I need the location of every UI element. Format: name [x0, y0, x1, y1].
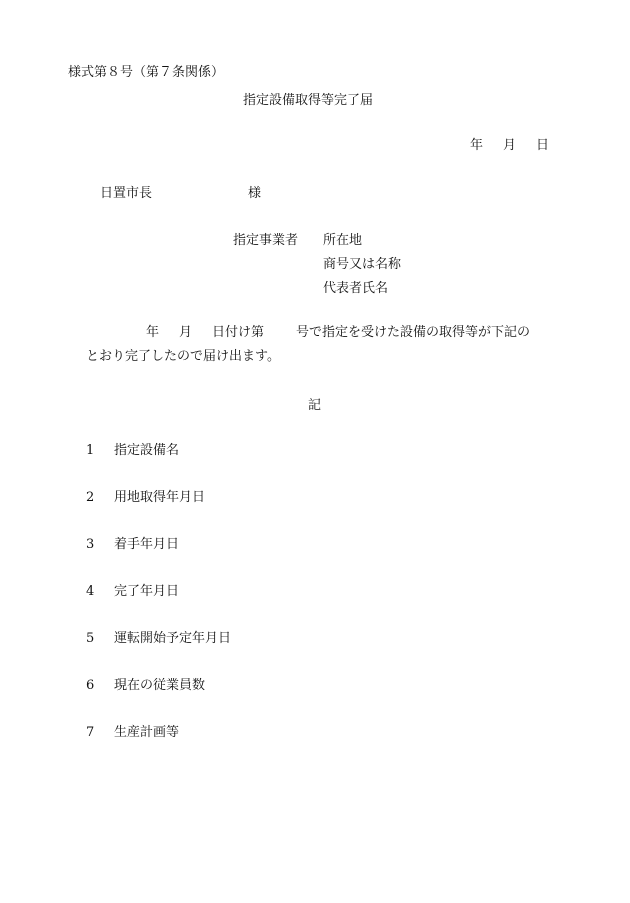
body-year-label: 年: [146, 325, 160, 340]
document-title: 指定設備取得等完了届: [243, 93, 374, 108]
form-number: 様式第８号（第７条関係）: [68, 65, 225, 80]
addressee-honorific: 様: [248, 186, 262, 201]
notifier-representative-label: 代表者氏名: [323, 281, 389, 296]
list-item: [86, 726, 179, 739]
list-item: [86, 444, 179, 457]
addressee-name: 日置市長: [100, 186, 153, 201]
body-text-rest: 号で指定を受けた設備の取得等が下記の: [296, 325, 531, 340]
body-day-label: 日付け第: [212, 325, 265, 340]
list-item: [86, 585, 179, 598]
item-label: 指定設備名: [114, 443, 180, 458]
item-number: 5: [86, 631, 95, 646]
item-label: 現在の従業員数: [114, 678, 206, 693]
item-number: 1: [86, 443, 95, 458]
body-text-line-2: とおり完了したので届け出ます。: [86, 349, 280, 364]
item-label: 着手年月日: [114, 537, 180, 552]
body-month-label: 月: [179, 325, 193, 340]
list-item: [86, 491, 205, 504]
item-label: 生産計画等: [114, 725, 180, 740]
date-line: [470, 139, 549, 152]
item-number: 2: [86, 490, 95, 505]
item-label: 完了年月日: [114, 584, 180, 599]
notifier-company-label: 商号又は名称: [323, 257, 402, 272]
list-item: [86, 538, 179, 551]
item-number: 3: [86, 537, 95, 552]
item-number: 4: [86, 584, 95, 599]
item-number: 6: [86, 678, 95, 693]
list-item: [86, 632, 231, 645]
date-month-label: 月: [503, 138, 517, 153]
item-label: 運転開始予定年月日: [114, 631, 232, 646]
ki-heading: 記: [308, 398, 322, 413]
date-day-label: 日: [536, 138, 550, 153]
list-item: [86, 679, 205, 692]
notifier-address-label: 所在地: [323, 233, 363, 248]
item-label: 用地取得年月日: [114, 490, 206, 505]
item-number: 7: [86, 725, 95, 740]
notifier-role-label: 指定事業者: [233, 233, 299, 248]
body-text-line-1: [146, 326, 530, 339]
date-year-label: 年: [470, 138, 484, 153]
